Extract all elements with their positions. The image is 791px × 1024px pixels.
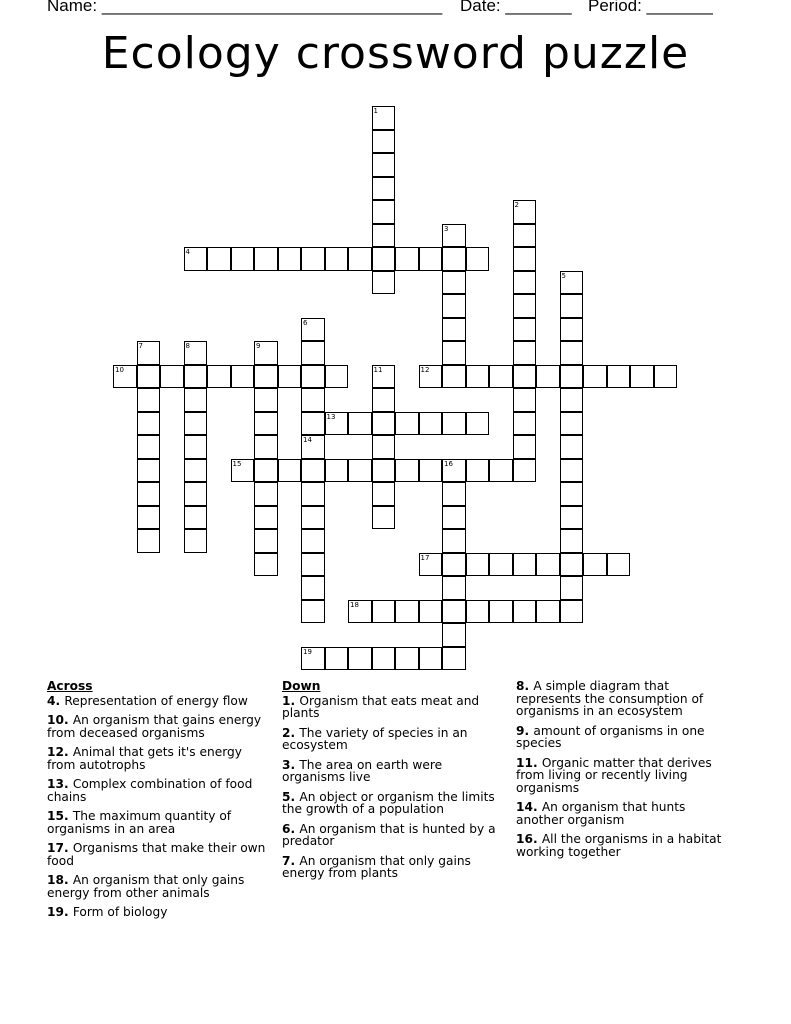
clue-item [47,842,272,867]
clue-text: The maximum quantity of organisms in an area [47,809,232,836]
clue-item [516,757,736,795]
grid-cell[interactable] [442,271,466,295]
grid-cell[interactable] [513,365,537,389]
grid-cell[interactable] [301,459,325,483]
grid-cell[interactable] [560,365,584,389]
clue-item [282,791,497,816]
clue-text: A simple diagram that represents the consumption of organisms in an ecosystem [516,679,704,718]
grid-cell[interactable] [442,341,466,365]
grid-cell[interactable] [325,412,349,436]
grid-cell[interactable] [137,412,161,436]
clue-number-dot: . [532,755,542,770]
grid-cell[interactable] [160,365,184,389]
grid-cell[interactable] [466,247,490,271]
grid-cell[interactable] [607,553,631,577]
grid-cell[interactable] [466,412,490,436]
clue-text: Form of biology [72,905,168,919]
grid-cell[interactable] [325,247,349,271]
clue-text: Organisms that make their own food [47,841,266,868]
grid-cell[interactable] [254,341,278,365]
grid-cell[interactable] [654,365,678,389]
grid-cell[interactable] [536,600,560,624]
clue-text: Animal that gets it's energy from autotrophs [47,745,242,772]
grid-cell[interactable] [372,365,396,389]
grid-cell[interactable] [560,576,584,600]
grid-cell[interactable] [301,576,325,600]
clue-number-dot: . [524,679,534,693]
grid-cell[interactable] [372,271,396,295]
clue-text: An organism that gains energy from deceased organisms [47,713,262,740]
grid-cell[interactable] [560,412,584,436]
grid-cell[interactable] [419,553,443,577]
grid-cell[interactable] [372,435,396,459]
clue-number: 16 [516,832,533,846]
grid-cell[interactable] [301,553,325,577]
clue-item [47,746,272,771]
clue-item [282,855,497,880]
grid-cell[interactable] [137,482,161,506]
grid-cell[interactable] [419,459,443,483]
clue-text: Organic matter that derives from living or recently living organisms [516,755,712,795]
grid-cell[interactable] [630,365,654,389]
clue-number-dot: . [290,821,300,836]
date-line: _______ [505,0,572,15]
clue-item [282,695,497,720]
grid-cell[interactable] [372,482,396,506]
across-clues [47,680,272,926]
grid-cell[interactable] [301,529,325,553]
period-label: Period: [588,0,642,15]
grid-cell[interactable] [442,623,466,647]
clue-number: 3 [282,757,291,772]
cell-number: 13 [326,412,336,421]
grid-cell[interactable] [419,412,443,436]
clue-number-dot: . [63,873,73,887]
grid-cell[interactable] [137,459,161,483]
clue-number-dot: . [63,841,73,855]
cell-number: 12 [420,365,430,374]
cell-number: 1 [373,107,378,115]
clue-text: Organism that eats meat and plants [282,693,480,720]
grid-cell[interactable] [442,247,466,271]
clue-number-dot: . [55,693,65,708]
grid-cell[interactable] [419,365,443,389]
clue-item [516,680,736,718]
grid-cell[interactable] [184,365,208,389]
clue-item [282,759,497,784]
grid-cell[interactable] [254,365,278,389]
grid-cell[interactable] [442,412,466,436]
grid-cell[interactable] [607,365,631,389]
cell-number: 9 [256,342,261,350]
grid-cell[interactable] [395,459,419,483]
grid-cell[interactable] [560,553,584,577]
grid-cell[interactable] [184,459,208,483]
grid-cell[interactable] [560,600,584,624]
down-heading: Down [282,679,321,693]
grid-cell[interactable] [254,247,278,271]
grid-cell[interactable] [372,224,396,248]
cell-number: 6 [303,318,308,327]
clue-text: Complex combination of food chains [47,777,253,804]
grid-cell[interactable] [325,647,349,671]
grid-cell[interactable] [513,247,537,271]
grid-cell[interactable] [513,388,537,412]
grid-cell[interactable] [301,341,325,365]
grid-cell[interactable] [419,247,443,271]
clue-number-dot: . [524,723,534,738]
clue-item [516,725,736,750]
grid-cell[interactable] [560,388,584,412]
clue-item [47,714,272,739]
down-list-1 [282,695,497,880]
grid-cell[interactable] [513,294,537,318]
grid-cell[interactable] [207,247,231,271]
clue-number-dot: . [290,725,300,740]
grid-cell[interactable] [513,553,537,577]
clue-number: 8 [516,679,525,693]
grid-cell[interactable] [442,553,466,577]
grid-cell[interactable] [137,341,161,365]
grid-cell[interactable] [184,529,208,553]
grid-cell[interactable] [395,647,419,671]
grid-cell[interactable] [301,647,325,671]
grid-cell[interactable] [301,412,325,436]
grid-cell[interactable] [442,365,466,389]
grid-cell[interactable] [489,553,513,577]
grid-cell[interactable] [560,271,584,295]
grid-cell[interactable] [536,553,560,577]
grid-cell[interactable] [560,341,584,365]
clue-number: 19 [47,905,64,919]
clue-number: 6 [282,821,291,836]
grid-cell[interactable] [395,247,419,271]
grid-cell[interactable] [254,388,278,412]
grid-cell[interactable] [513,341,537,365]
clue-number-dot: . [532,800,542,814]
clue-text: An organism that only gains energy from plants [282,853,471,880]
grid-cell[interactable] [536,365,560,389]
grid-cell[interactable] [301,506,325,530]
date-label: Date: [460,0,501,15]
clue-number-dot: . [63,745,73,759]
grid-cell[interactable] [442,224,466,248]
grid-cell[interactable] [466,553,490,577]
clue-number-dot: . [63,713,73,727]
clue-number: 7 [282,853,291,868]
grid-cell[interactable] [560,294,584,318]
grid-cell[interactable] [184,247,208,271]
clue-number: 13 [47,777,64,791]
grid-cell[interactable] [466,600,490,624]
clue-item [282,823,497,848]
grid-cell[interactable] [301,247,325,271]
across-heading: Across [47,679,93,693]
clue-item [47,906,272,919]
clue-number: 14 [516,800,533,814]
clue-number-dot: . [290,853,300,868]
cell-number: 15 [232,459,242,468]
grid-cell[interactable] [560,506,584,530]
clue-number: 5 [282,789,291,804]
cell-number: 17 [420,553,430,562]
cell-number: 3 [444,224,449,233]
grid-cell[interactable] [254,482,278,506]
grid-cell[interactable] [137,529,161,553]
clue-number-dot: . [290,757,300,772]
cell-number: 18 [350,600,359,609]
grid-cell[interactable] [348,600,372,624]
clue-number: 15 [47,809,64,823]
grid-cell[interactable] [348,412,372,436]
grid-cell[interactable] [419,647,443,671]
clue-number: 11 [516,755,533,770]
grid-cell[interactable] [583,365,607,389]
clue-number: 12 [47,745,64,759]
grid-cell[interactable] [372,600,396,624]
grid-cell[interactable] [442,576,466,600]
grid-cell[interactable] [301,318,325,342]
grid-cell[interactable] [513,600,537,624]
clue-number-dot: . [290,789,300,804]
grid-cell[interactable] [372,647,396,671]
clue-number-dot: . [63,809,73,823]
grid-cell[interactable] [301,482,325,506]
grid-cell[interactable] [113,365,137,389]
grid-cell[interactable] [301,365,325,389]
cell-number: 7 [138,342,143,350]
grid-cell[interactable] [278,365,302,389]
grid-cell[interactable] [184,388,208,412]
grid-cell[interactable] [583,553,607,577]
grid-cell[interactable] [301,600,325,624]
name-line: ____________________________________ [101,0,443,15]
grid-cell[interactable] [489,459,513,483]
grid-cell[interactable] [231,459,255,483]
clue-number: 17 [47,841,64,855]
grid-cell[interactable] [372,247,396,271]
clue-text: The area on earth were organisms live [282,757,443,784]
grid-cell[interactable] [137,365,161,389]
grid-cell[interactable] [372,130,396,154]
clue-item [47,874,272,899]
grid-cell[interactable] [560,529,584,553]
grid-cell[interactable] [560,482,584,506]
across-list [47,695,272,919]
grid-cell[interactable] [254,529,278,553]
cell-number: 4 [185,248,190,256]
clue-text: The variety of species in an ecosystem [282,725,468,752]
grid-cell[interactable] [278,247,302,271]
grid-cell[interactable] [372,388,396,412]
grid-cell[interactable] [325,365,349,389]
grid-cell[interactable] [254,435,278,459]
grid-cell[interactable] [254,459,278,483]
grid-cell[interactable] [207,365,231,389]
grid-cell[interactable] [560,318,584,342]
cell-number: 19 [303,647,312,656]
grid-cell[interactable] [513,459,537,483]
clue-text: An object or organism the limits the growth of a population [282,789,495,816]
clue-number: 4 [47,693,56,708]
grid-cell[interactable] [513,200,537,224]
grid-cell[interactable] [442,482,466,506]
clue-number: 10 [47,713,64,727]
grid-cell[interactable] [184,506,208,530]
grid-cell[interactable] [184,341,208,365]
grid-cell[interactable] [442,294,466,318]
clue-item [516,801,736,826]
clue-text: All the organisms in a habitat working together [516,832,722,859]
cell-number: 11 [373,365,383,374]
grid-cell[interactable] [372,200,396,224]
cell-number: 10 [115,365,124,374]
grid-cell[interactable] [184,482,208,506]
grid-cell[interactable] [372,106,396,130]
grid-cell[interactable] [419,600,443,624]
grid-cell[interactable] [489,365,513,389]
grid-cell[interactable] [442,647,466,671]
down-clues-col1 [282,680,497,887]
period-line: _______ [646,0,713,15]
clue-number: 9 [516,723,525,738]
grid-cell[interactable] [442,529,466,553]
cell-number: 16 [444,459,453,468]
cell-number: 2 [514,201,519,209]
grid-cell[interactable] [513,412,537,436]
clue-item [282,727,497,752]
grid-cell[interactable] [372,177,396,201]
down-clues-col2 [516,680,736,865]
grid-cell[interactable] [489,600,513,624]
grid-cell[interactable] [442,600,466,624]
grid-cell[interactable] [372,153,396,177]
clue-number-dot: . [290,693,300,708]
grid-cell[interactable] [560,435,584,459]
grid-cell[interactable] [137,506,161,530]
clue-item [47,695,272,708]
clue-number: 18 [47,873,64,887]
clue-text: An organism that only gains energy from other animals [47,873,245,900]
clue-item [516,833,736,858]
cell-number: 14 [303,436,312,444]
cell-number: 5 [561,271,566,280]
grid-cell[interactable] [513,435,537,459]
grid-cell[interactable] [372,412,396,436]
grid-cell[interactable] [442,459,466,483]
grid-cell[interactable] [348,647,372,671]
down-list-2 [516,680,736,858]
grid-cell[interactable] [137,435,161,459]
grid-cell[interactable] [513,271,537,295]
grid-cell[interactable] [395,600,419,624]
grid-cell[interactable] [513,224,537,248]
grid-cell[interactable] [278,459,302,483]
clue-text: Representation of energy flow [64,693,248,708]
page-title: Ecology crossword puzzle [101,28,690,79]
grid-cell[interactable] [372,459,396,483]
clue-number-dot: . [63,905,73,919]
grid-cell[interactable] [301,435,325,459]
grid-cell[interactable] [254,412,278,436]
clue-number-dot: . [63,777,73,791]
grid-cell[interactable] [395,412,419,436]
clue-number: 2 [282,725,291,740]
grid-cell[interactable] [254,553,278,577]
clue-item [47,810,272,835]
name-label: Name: [47,0,98,15]
grid-cell[interactable] [231,247,255,271]
grid-cell[interactable] [466,365,490,389]
grid-cell[interactable] [325,459,349,483]
grid-cell[interactable] [184,435,208,459]
clue-text: An organism that is hunted by a predator [282,821,496,848]
clue-text: An organism that hunts another organism [516,800,686,827]
clue-item [47,778,272,803]
grid-cell[interactable] [301,388,325,412]
clue-number: 1 [282,693,291,708]
grid-cell[interactable] [348,247,372,271]
cell-number: 8 [185,342,190,350]
grid-cell[interactable] [513,318,537,342]
grid-cell[interactable] [560,459,584,483]
grid-cell[interactable] [372,506,396,530]
grid-cell[interactable] [466,459,490,483]
grid-cell[interactable] [442,506,466,530]
clue-text: amount of organisms in one species [516,723,705,750]
grid-cell[interactable] [442,318,466,342]
grid-cell[interactable] [231,365,255,389]
grid-cell[interactable] [348,459,372,483]
grid-cell[interactable] [254,506,278,530]
grid-cell[interactable] [137,388,161,412]
clue-number-dot: . [532,832,542,846]
grid-cell[interactable] [184,412,208,436]
